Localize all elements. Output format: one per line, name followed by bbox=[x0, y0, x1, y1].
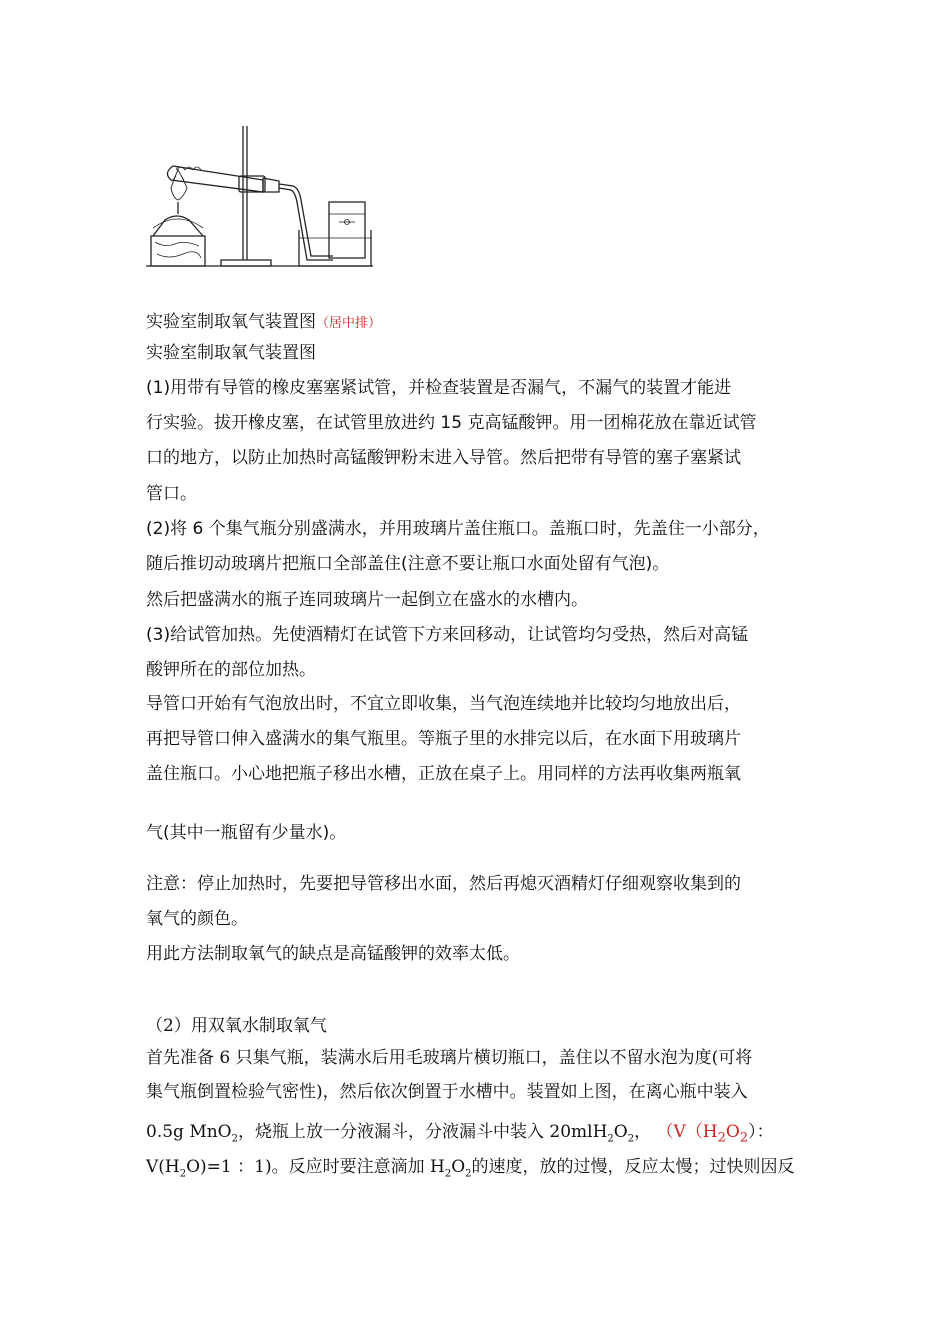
note-line: 注意：停止加热时，先要把导管移出水面，然后再熄灭酒精灯仔细观察收集到的 bbox=[146, 874, 741, 894]
paragraph-line: 盖住瓶口。小心地把瓶子移出水槽，正放在桌子上。用同样的方法再收集两瓶氧 bbox=[146, 764, 741, 784]
note-line: 用此方法制取氧气的缺点是高锰酸钾的效率太低。 bbox=[146, 944, 520, 964]
note-line: 氧气的颜色。 bbox=[146, 909, 248, 929]
paragraph-line: (2)将 6 个集气瓶分别盛满水，并用玻璃片盖住瓶口。盖瓶口时，先盖住一小部分， bbox=[146, 519, 770, 539]
figure-caption bbox=[146, 312, 381, 334]
paragraph-line: 集气瓶倒置检验气密性)，然后依次倒置于水槽中。装置如上图，在离心瓶中装入 bbox=[146, 1082, 748, 1102]
paragraph-line: 导管口开始有气泡放出时，不宜立即收集，当气泡连续地并比较均匀地放出后， bbox=[146, 694, 741, 714]
paragraph-line: (1)用带有导管的橡皮塞塞紧试管，并检查装置是否漏气，不漏气的装置才能进 bbox=[146, 378, 732, 398]
paragraph-line: 管口。 bbox=[146, 484, 197, 504]
paragraph-line: 口的地方，以防止加热时高锰酸钾粉末进入导管。然后把带有导管的塞子塞紧试 bbox=[146, 448, 741, 468]
paragraph-line: 行实验。拔开橡皮塞，在试管里放进约 15 克高锰酸钾。用一团棉花放在靠近试管 bbox=[146, 413, 757, 433]
paragraph-line: (3)给试管加热。先使酒精灯在试管下方来回移动，让试管均匀受热，然后对高锰 bbox=[146, 625, 749, 645]
paragraph-line: 首先准备 6 只集气瓶，装满水后用毛玻璃片横切瓶口，盖住以不留水泡为度(可将 bbox=[146, 1048, 753, 1068]
paragraph-line-formula: $V(H_2O)=1$ ：1)。反应时要注意滴加 $H_2O_2$的速度，放的过慢，反应太慢；过快则因反 bbox=[146, 1157, 795, 1180]
paragraph-line: 酸钾所在的部位加热。 bbox=[146, 660, 316, 680]
caption-repeat: 实验室制取氧气装置图 bbox=[146, 343, 316, 363]
caption-title: 实验室制取氧气装置图 bbox=[146, 312, 316, 332]
paragraph-line: 气(其中一瓶留有少量水)。 bbox=[146, 823, 347, 843]
paragraph-line: 随后推切动玻璃片把瓶口全部盖住(注意不要让瓶口水面处留有气泡)。 bbox=[146, 554, 670, 574]
section-heading: （2）用双氧水制取氧气 bbox=[146, 1016, 327, 1036]
paragraph-line: 然后把盛满水的瓶子连同玻璃片一起倒立在盛水的水槽内。 bbox=[146, 590, 588, 610]
paragraph-line: 再把导管口伸入盛满水的集气瓶里。等瓶子里的水排完以后，在水面下用玻璃片 bbox=[146, 729, 741, 749]
caption-layout-note: （居中排） bbox=[316, 316, 382, 331]
oxygen-apparatus-illustration bbox=[143, 118, 383, 270]
paragraph-line-formula: 0.5g MnO$_2$，烧瓶上放一分液漏斗，分液漏斗中装入 $20mlH_2O_2$， （$V(H_2O_2)$： bbox=[146, 1122, 774, 1146]
